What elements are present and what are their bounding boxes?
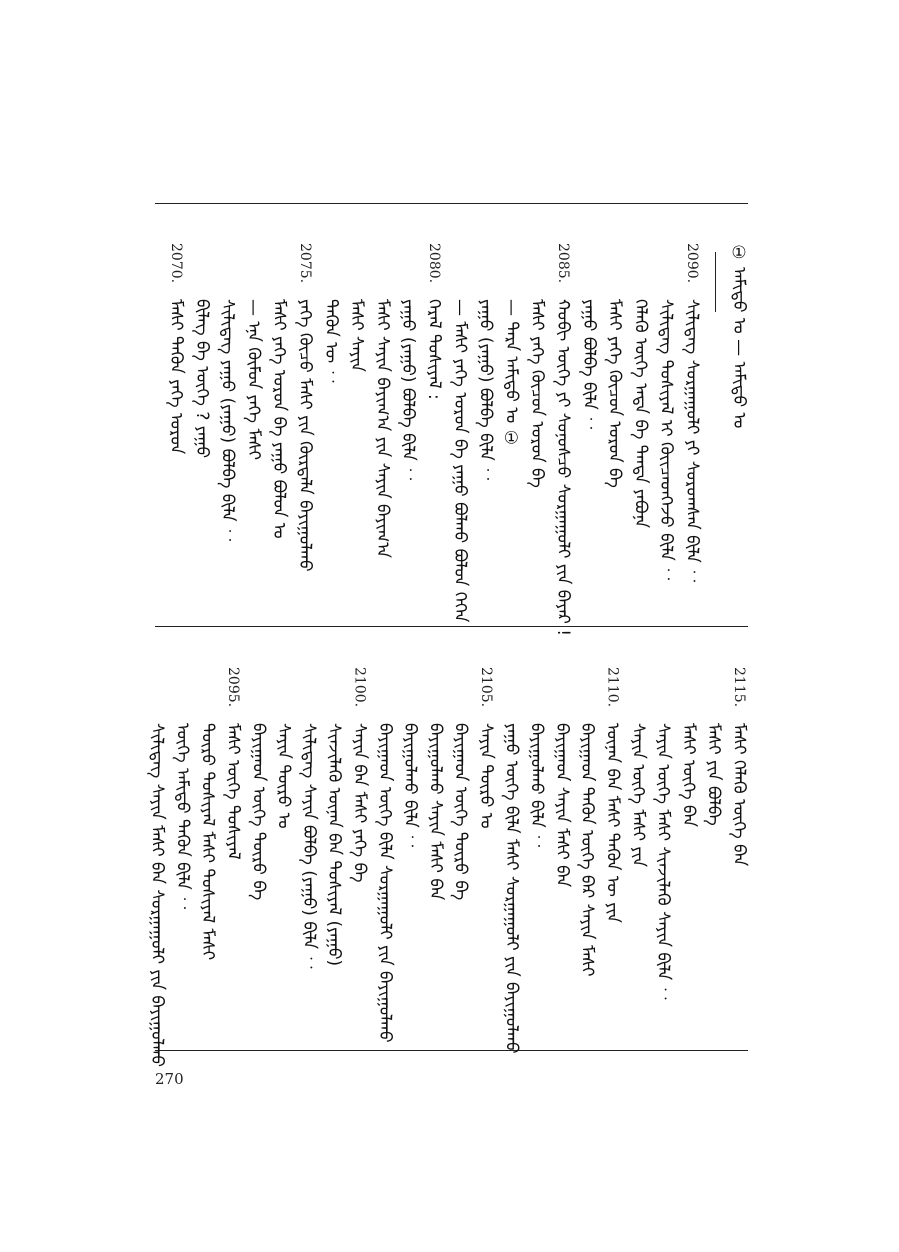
line-text: ᠮᠠᠰᠢ ᠰᠠᠶᠢᠨ (346, 299, 367, 372)
line-text: ᠰᠢᠯᠢᠳᠡᠭ ᠰᠠᠶᠢᠨ ᠮᠠᠰᠢ ᠪᠠᠨ ᠰᠤᠷᠭᠠᠭᠤᠯᠢ ᠶᠢᠨ ᠪᠠᠶᠢᠭᠤᠯᠬᠤ (147, 723, 168, 1067)
line-text: ᠰᠢᠯᠢᠳᠡᠭ ᠰᠠᠶᠢᠨ ᠪᠣᠯᠪᠠ (ᠶᠠᠭᠤ) ᠪᠢᠯᠡ ︰ (298, 723, 319, 972)
line-number: 2085. (555, 243, 571, 284)
line-text: ᠰᠠᠶᠢᠨ ᠪᠠᠨ ᠮᠠᠰᠢ ᠶᠡᠬᠡ ᠪᠠ (349, 723, 370, 883)
line-text: ᠰᠠᠶᠢᠨ ᠲᠦᠷᠦ ᠤ (476, 723, 496, 829)
line-number (373, 667, 397, 721)
line-text: ᠭᠡᠷᠡᠯ ᠲᠤᠰᠢᠶᠠᠯ : (424, 299, 444, 400)
line-number (297, 667, 321, 721)
line-number (702, 667, 726, 721)
line-text: ᠪᠠᠶᠢᠭᠠᠳ ᠦᠭᠡ ᠪᠢᠯᠡ ᠰᠤᠷᠭᠠᠭᠤᠯᠢ ᠶᠢᠨ ᠪᠠᠶᠢᠭᠤᠯᠬᠤ (374, 723, 395, 1043)
line-number (145, 667, 169, 721)
line-text: ᠮᠠᠰᠢ ᠶᠡᠬᠡ ᠬᠦᠴᠦᠨ ᠣᠷᠣᠨ ᠪᠠ (527, 299, 548, 488)
line-number (396, 243, 420, 297)
line-text: ᠦᠭᠡ ᠠᠮᠢᠳᠤ ᠲᠡᠭᠦᠨ ᠪᠢᠯᠡ ︰ (172, 723, 193, 913)
line-text: — ᠮᠠᠰᠢ ᠶᠡᠬᠡ ᠣᠷᠣᠨ ᠪᠠ ᠶᠠᠭᠤ ᠪᠣᠯᠬᠤ ᠪᠣᠯᠤᠨ ᠭᠡᠭᠡᠨ (449, 299, 470, 623)
footnote-marker: ① (729, 243, 749, 264)
line-number (319, 243, 343, 297)
line-text: ᠶᠡᠬᠡ ᠬᠦᠴᠦ ᠮᠠᠰᠢ ᠶᠢᠨ ᠬᠦᠷᠲᠡᠯᠡ ᠪᠠᠶᠢᠭᠤᠯᠬᠤ (295, 299, 315, 572)
line-text: ᠪᠠᠶᠢᠭᠠᠳ ᠦᠭᠡ ᠲᠦᠷᠦ ᠪᠠ (450, 723, 471, 901)
line-text: ᠪᠠᠶᠢᠭᠤᠯᠬᠤ ᠪᠢᠯᠡ ︰ (526, 723, 547, 851)
middle-rule (155, 626, 748, 627)
line-number (577, 243, 601, 297)
line-number (190, 243, 214, 297)
line-text: ᠰᠠᠶᠢᠨ ᠦᠭᠡ ᠮᠠᠰᠢ ᠰᠢᠨᠵᠢᠯᠡᠬᠦ ᠰᠠᠶᠢᠨ ᠪᠢᠯᠡ ︰ (653, 723, 674, 1003)
line-text: ᠮᠠᠰᠢ ᠶᠢᠨ ᠪᠣᠯᠪᠠ (703, 723, 724, 826)
line-text: ᠦᠨᠡᠨ ᠪᠠᠨ ᠮᠠᠰᠢ ᠲᠡᠭᠦᠨ ᠦ ᠶᠢᠨ (602, 723, 623, 923)
line-number: 2110. (604, 667, 621, 708)
line-number (216, 243, 240, 297)
line-text: ᠰᠠᠶᠢᠨ ᠲᠦᠷᠦ ᠤ (273, 723, 294, 829)
line-text: ᠬᠤᠪᠢ ᠦᠭᠡ ᠶᠢ ᠰᠣᠨᠣᠰᠴᠤ ᠰᠤᠷᠭᠠᠭᠤᠯᠢ ᠶᠢᠨ ᠪᠠᠶᠠᠷ ! (553, 299, 573, 637)
footnote-separator (715, 252, 716, 312)
footnote-text: ᠠᠮᠢᠳᠤ ᠤ — ᠠᠮᠢᠳᠤ ᠤ (729, 267, 749, 429)
line-text: — ᠡᠨᠡ ᠬᠦᠮᠦᠨ ᠶᠡᠬᠡ ᠮᠠᠰᠢ (243, 299, 264, 461)
line-number (272, 667, 296, 721)
line-number (241, 243, 265, 297)
line-number (449, 667, 473, 721)
line-number (525, 667, 549, 721)
line-text: ᠪᠠᠶᠢᠭᠠᠳ ᠲᠡᠭᠦᠨ ᠦᠭᠡ ᠪᠡᠷ ᠰᠠᠶᠢᠨ ᠮᠠᠰᠢ (577, 723, 598, 977)
line-number (370, 243, 394, 297)
line-text: ᠮᠠᠰᠢ ᠶᠡᠬᠡ ᠣᠷᠣᠨ ᠪᠠ ᠶᠠᠭᠤ ᠪᠣᠯᠤᠨ ᠤ (269, 299, 290, 539)
line-number (628, 243, 652, 297)
line-text: ᠮᠠᠰᠢ ᠰᠠᠶᠢᠨ ᠪᠠᠶᠢᠭ᠎ᠠ ᠶᠢᠨ ᠰᠠᠶᠢᠨ ᠪᠠᠶᠢᠭ᠎ᠠ (372, 299, 393, 559)
line-number: 2070. (168, 243, 184, 284)
line-number (196, 667, 220, 721)
line-number: 2080. (426, 243, 442, 284)
line-text: ᠪᠠᠶᠢᠭᠠᠳ ᠦᠭᠡ ᠲᠦᠷᠦ ᠪᠠ (248, 723, 269, 901)
line-text: ᠮᠠᠰᠢ ᠦᠭᠡ ᠪᠠᠨ (678, 723, 699, 827)
line-number (676, 667, 700, 721)
line-number (603, 243, 627, 297)
line-number: 2090. (684, 243, 700, 284)
line-text: ᠰᠢᠯᠢᠳᠡᠭ ᠶᠠᠭᠤ (ᠶᠠᠭᠤ) ᠪᠣᠯᠪᠠ ᠪᠢᠯᠡ ︰ (217, 299, 238, 544)
line-number (654, 243, 678, 297)
line-text: ᠮᠠᠰᠢ ᠬᠡᠯᠡᠬᠦ ᠦᠭᠡ ᠪᠠᠨ (729, 723, 749, 867)
line-text: ᠪᠠᠶᠢᠭᠤᠯᠬᠤ ᠰᠠᠶᠢᠨ ᠮᠠᠰᠢ ᠪᠠᠨ (425, 723, 446, 901)
line-number (267, 243, 291, 297)
line-number (246, 667, 270, 721)
line-number: 2105. (478, 667, 494, 708)
line-text: ᠲᠡᠭᠦᠨ ᠦ ︰ (320, 299, 341, 386)
line-number (322, 667, 346, 721)
line-text: ᠬᠡᠯᠡᠬᠦ ᠦᠭᠡ ᠡᠨᠳᠡ ᠪᠠ ᠲᠡᠨᠳᠡ ᠶᠠᠪᠤᠨᠠ (630, 299, 651, 529)
line-number (345, 243, 369, 297)
line-number (575, 667, 599, 721)
line-text: ᠪᠠᠶᠢᠭᠤᠯᠬᠤ ᠪᠢᠯᠡ ︰ (400, 723, 421, 851)
line-number (626, 667, 650, 721)
line-text: ᠮᠠᠰᠢ ᠲᠡᠭᠦᠨ ᠶᠡᠬᠡ ᠣᠷᠣᠨ (166, 299, 186, 455)
line-text: ᠰᠢᠨᠵᠢᠯᠡᠬᠦ ᠦᠨᠡᠨ ᠪᠠᠨ ᠲᠤᠰᠢᠶᠠᠯ (ᠶᠠᠭᠤ) (324, 723, 345, 967)
top-rule (155, 203, 748, 204)
line-text: ᠶᠠᠭᠤ (ᠶᠠᠭᠤ) ᠪᠣᠯᠪᠠ ᠪᠢᠯᠡ ︰ (475, 299, 496, 484)
line-text: ᠪᠠᠶᠢᠭᠠᠳ ᠰᠠᠶᠢᠨ ᠮᠠᠰᠢ ᠪᠠᠨ (551, 723, 572, 888)
line-number: 2115. (731, 667, 747, 708)
line-text: ᠰᠢᠯᠢᠳᠡᠭ ᠲᠤᠰᠢᠶᠠᠯ ᠢ ᠭᠦᠢᠴᠡᠳᠬᠡᠵᠦ ᠪᠢᠯᠡ ︰ (656, 299, 677, 584)
line-number: 2100. (351, 667, 368, 708)
line-number (170, 667, 194, 721)
line-number (525, 243, 549, 297)
line-number (651, 667, 675, 721)
line-number (423, 667, 447, 721)
line-number (499, 243, 523, 297)
line-text: ᠮᠠᠰᠢ ᠦᠭᠡ ᠲᠤᠰᠢᠶᠠᠯ (223, 723, 243, 860)
line-number (550, 667, 574, 721)
line-text: ᠰᠠᠶᠢᠨ ᠦᠭᠡ ᠮᠠᠰᠢ ᠶᠢᠨ (627, 723, 648, 867)
line-text: ᠶᠠᠭᠤ (ᠶᠠᠭᠤ) ᠪᠣᠯᠪᠠ ᠪᠢᠯᠡ ︰ (398, 299, 419, 484)
line-number (499, 667, 523, 721)
line-text: ᠰᠢᠯᠢᠳᠡᠭ ᠰᠤᠷᠭᠠᠭᠤᠯᠢ ᠶᠢ ᠰᠤᠷᠤᠭᠰᠠᠨ ᠪᠢᠯᠡ ︰ (682, 299, 702, 586)
line-text: ᠮᠠᠰᠢ ᠶᠡᠬᠡ ᠬᠦᠴᠦᠨ ᠣᠷᠣᠨ ᠪᠠ (604, 299, 625, 488)
line-number: 2075. (297, 243, 313, 284)
line-number (398, 667, 422, 721)
line-number (474, 243, 498, 297)
line-number: 2095. (225, 667, 241, 708)
line-text: ᠲᠦᠷᠦ ᠲᠤᠰᠢᠶᠠᠯ ᠮᠠᠰᠢ ᠲᠤᠰᠢᠶᠠᠯ ᠮᠠᠰᠢ (197, 723, 218, 961)
line-text: ᠪᠢᠯᠡᠭ ᠪᠡ ᠦᠭᠡ ? ᠶᠠᠭᠤ (191, 299, 212, 459)
line-text: ᠶᠠᠭᠤ ᠦᠭᠡ ᠪᠢᠯᠡ ᠮᠠᠰᠢ ᠰᠤᠷᠭᠠᠭᠤᠯᠢ ᠶᠢᠨ ᠪᠠᠶᠢᠭᠤᠯᠬᠤ (501, 723, 522, 1054)
line-number (448, 243, 472, 297)
page-number: 270 (155, 1070, 184, 1088)
line-text: ᠶᠠᠭᠤ ᠪᠣᠯᠪᠠ ᠪᠢᠯᠡ ︰ (578, 299, 599, 433)
line-text: — ᠲᠡᠷᠡ ᠠᠮᠢᠳᠤ ᠤ ① (501, 299, 522, 449)
